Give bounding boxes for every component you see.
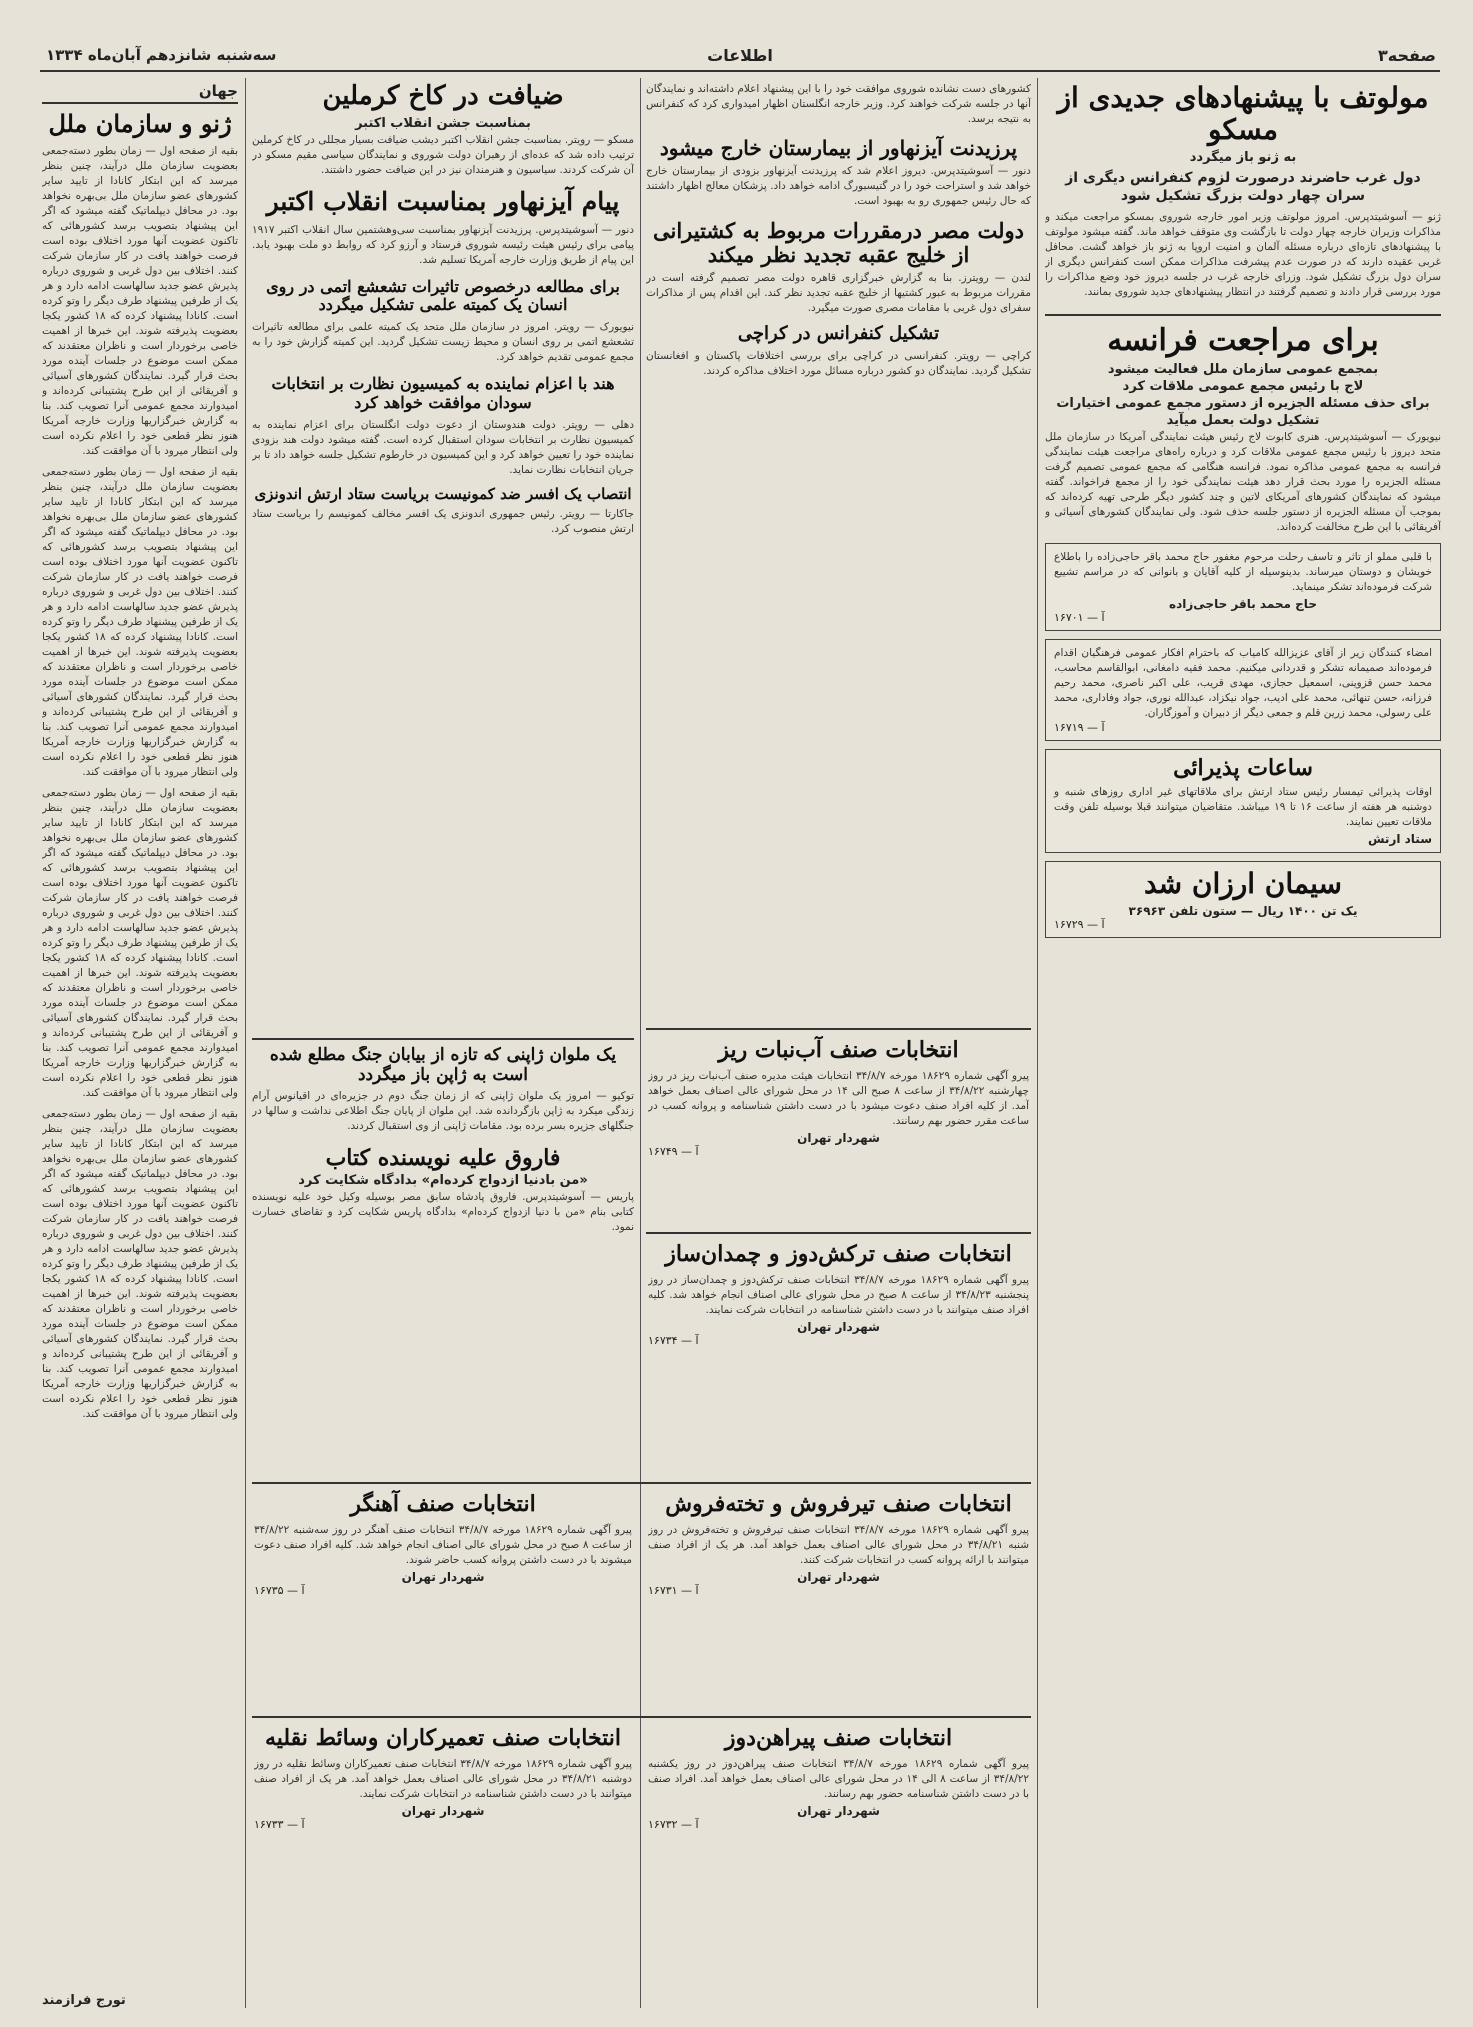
ad-suitcase-title: انتخابات صنف ترکش‌دوز و چمدان‌ساز: [665, 1241, 1012, 1267]
headline-japanese-sailor: یک ملوان ژاپنی که تازه از بیابان جنگ مطلع شده است به ژاپن باز میگردد: [269, 1046, 617, 1085]
ad-vehicle-signature: شهردار تهران: [401, 1804, 485, 1819]
ad-suitcase-signature: شهردار تهران: [797, 1320, 880, 1335]
ad-blacksmith-text: پیرو آگهی شماره ۱۸۶۲۹ مورخه ۳۴/۸/۷ انتخابات صنف آهنگر در روز سه‌شنبه ۳۴/۸/۲۲ از ساعت ۸ صبح در محل شورای عالی اصناف انجام خواهد شد. کلیه افراد صنف دعوت میشوند با در دست داشتن پروانه کسب حاضر شوند.: [254, 1524, 632, 1567]
headline-kremlin: ضیافت در کاخ کرملین: [322, 82, 564, 111]
headline-france-return: برای مراجعت فرانسه: [1045, 314, 1441, 359]
ad-timber-signature: شهردار تهران: [797, 1570, 880, 1585]
article-satellite-states: کشورهای دست نشانده شوروی موافقت خود را با این پیشنهاد اعلام داشته‌اند و نمایندگان آنها در جلسه شرکت خواهند کرد. وزیر خارجه انگلستان اظهار امیدواری کرد که کنفرانس به نتیجه برسد.: [646, 83, 1031, 125]
ad-blacksmith-guild: [254, 1490, 632, 1712]
cement-ad-text: یک تن ۱۴۰۰ ریال — ستون تلفن ۳۶۹۶۳: [1128, 904, 1358, 919]
condolence-code: آ — ۱۶۷۰۱: [1054, 610, 1105, 624]
column-divider: [1037, 78, 1038, 2008]
article-japanese-sailor: توکیو — امروز یک ملوان ژاپنی که از زمان جنگ دوم در جزیره‌ای در اقیانوس آرام زندگی میکرد به ژاپن بازگردانده شد. این ملوان از پایان جنگ اطلاعی نداشت و سالها در جنگلهای جزیره بسر برده بود. مقامات ژاپنی از وی استقبال کردند.: [252, 1090, 634, 1133]
column-two: [252, 82, 634, 1042]
ad-vehicle-title: انتخابات صنف تعمیرکاران وسائط نقلیه: [264, 1725, 622, 1751]
ad-shirt-guild: [648, 1724, 1029, 2009]
condolence-text: با قلبی مملو از تاثر و تاسف رحلت مرحوم مغفور حاج محمد باقر حاجی‌زاده را باطلاع خویشان و دوستان میرساند. بدینوسیله از کلیه آقایان و بانوانی که در مراسم تشییع شرکت فرموده‌اند تشکر مینماید.: [1054, 550, 1432, 593]
headline-farouk: فاروق علیه نویسنده کتاب: [325, 1145, 561, 1172]
column-divider: [245, 78, 246, 2008]
section-divider: [646, 1028, 1031, 1030]
ad-blacksmith-code: آ — ۱۶۷۳۵: [254, 1584, 305, 1598]
section-divider: [252, 1716, 1031, 1718]
gratitude-notice: [1045, 639, 1441, 741]
ad-blacksmith-title: انتخابات صنف آهنگر: [350, 1491, 536, 1517]
visiting-hours-text: اوقات پذیرائی تیمسار رئیس ستاد ارتش برای ملاقاتهای غیر اداری روزهای شنبه و دوشنبه هر هفته از ساعت ۱۶ تا ۱۹ میباشد. متقاضیان میتوانند قبلا بوسیله تلفن وقت ملاقات تعیین نمایند.: [1054, 786, 1432, 828]
headline-geneva-un: ژنو و سازمان ملل: [48, 109, 232, 138]
ad-vehicle-code: آ — ۱۶۷۳۳: [254, 1818, 305, 1832]
ad-timber-guild: [648, 1490, 1029, 1712]
article-france-return: نیویورک — آسوشیتدپرس. هنری کابوت لاج رئیس هیئت نمایندگی آمریکا در سازمان ملل متحد دیروز با رئیس مجمع عمومی ملاقات کرد و درباره راه‌های مراجعت هیئت نمایندگی فرانسه به مجمع عمومی مذاکره نمود. فرانسه هنگامی که مجمع عمومی تصمیم گرفت مسئله الجزیره را مورد بحث قرار دهد هیئت نمایندگی خود را از مجمع فراخواند. گفته میشود که نمایندگان کشورهای آمریکای لاتین و چند کشور دیگر طرحی تهیه کرده‌اند که بموجب آن مسئله الجزیره از دستور جلسه حذف شود. ولی نمایندگان کشورهای آسیائی و آفریقائی با این طرح مخالفت کرده‌اند.: [1045, 430, 1441, 533]
section-divider: [646, 1232, 1031, 1234]
issue-date: سه‌شنبه شانزدهم آبان‌ماه ۱۳۳۴: [46, 46, 277, 64]
ad-timber-code: آ — ۱۶۷۳۱: [648, 1584, 699, 1598]
masthead: [40, 42, 1440, 72]
section-divider: [252, 1482, 1031, 1484]
article-geneva-un-cont: بقیه از صفحه اول — زمان بطور دسته‌جمعی بعضویت سازمان ملل درآیند، چنین بنظر میرسد که این ابتکار کانادا از تایید سایر کشورهای عضو سازمان ملل بی‌بهره نخواهد بود. در محافل دیپلماتیک گفته میشود که اگر این پیشنهاد بتصویب برسد کشورهائی که تاکنون عضویت آنها مورد اختلاف بوده است فرصت خواهند یافت در کار سازمان شرکت کنند. اختلاف بین دول غربی و شوروی درباره پذیرش عضو جدید سالهاست ادامه دارد و هر یک از طرفین پیشنهاد طرف دیگر را وتو کرده است. کانادا پیشنهاد کرده که ۱۸ کشور یکجا بعضویت پذیرفته شوند. این خبرها از اهمیت خاصی برخوردار است و ناظران معتقدند که ممکن است موضوع در جلسات آینده مورد بحث قرار گیرد. نمایندگان کشورهای آسیائی و آفریقائی از این طرح پشتیبانی کرده‌اند و امیدوارند مجمع عمومی آنرا تصویب کند. بنا به گزارش خبرگزاریها وزارت خارجه آمریکا هنوز نظر قطعی خود را اعلام نکرده است ولی انتظار میرود با آن موافقت کند.: [42, 465, 238, 778]
ad-suitcase-text: پیرو آگهی شماره ۱۸۶۲۹ مورخه ۳۴/۸/۷ انتخابات صنف ترکش‌دوز و چمدان‌ساز در روز پنجشنبه ۳۴/۸/۲۳ از ساعت ۸ صبح در محل شورای عالی اصناف انجام خواهد شد. کلیه افراد صنف میتوانند با در دست داشتن شناسنامه در انتخابات شرکت نمایند.: [648, 1274, 1029, 1317]
ad-vehicle-repair-guild: [254, 1724, 632, 2009]
ad-candy-code: آ — ۱۶۷۴۹: [648, 1145, 699, 1159]
ad-vehicle-text: پیرو آگهی شماره ۱۸۶۲۹ مورخه ۳۴/۸/۷ انتخابات صنف تعمیرکاران وسائط نقلیه در روز دوشنبه ۳۴/۸/۲۱ در محل شورای عالی اصناف بعمل خواهد آمد. هر یک از افراد صنف میتوانند با در دست داشتن شناسنامه در انتخابات شرکت نمایند.: [254, 1758, 632, 1801]
ad-shirt-text: پیرو آگهی شماره ۱۸۶۲۹ مورخه ۳۴/۸/۷ انتخابات صنف پیراهن‌دوز در روز یکشنبه ۳۴/۸/۲۲ از ساعت ۸ الی ۱۴ در محل شورای عالی اصناف بعمل خواهد آمد. افراد صنف با در دست داشتن شناسنامه حضور بهم رسانند.: [648, 1758, 1029, 1801]
ad-candy-title: انتخابات صنف آب‌نبات ریز: [718, 1037, 959, 1063]
article-geneva-un-cont2: بقیه از صفحه اول — زمان بطور دسته‌جمعی بعضویت سازمان ملل درآیند، چنین بنظر میرسد که این ابتکار کانادا از تایید سایر کشورهای عضو سازمان ملل بی‌بهره نخواهد بود. در محافل دیپلماتیک گفته میشود که اگر این پیشنهاد بتصویب برسد کشورهائی که تاکنون عضویت آنها مورد اختلاف بوده است فرصت خواهند یافت در کار سازمان شرکت کنند. اختلاف بین دول غربی و شوروی درباره پذیرش عضو جدید سالهاست ادامه دارد و هر یک از طرفین پیشنهاد طرف دیگر را وتو کرده است. کانادا پیشنهاد کرده که ۱۸ کشور یکجا بعضویت پذیرفته شوند. این خبرها از اهمیت خاصی برخوردار است و ناظران معتقدند که ممکن است موضوع در جلسات آینده مورد بحث قرار گیرد. نمایندگان کشورهای آسیائی و آفریقائی از این طرح پشتیبانی کرده‌اند و امیدوارند مجمع عمومی آنرا تصویب کند. بنا به گزارش خبرگزاریها وزارت خارجه آمریکا هنوز نظر قطعی خود را اعلام نکرده است ولی انتظار میرود با آن موافقت کند.: [42, 786, 238, 1099]
article-karachi: کراچی — رویتر. کنفرانسی در کراچی برای بررسی اختلافات پاکستان و افغانستان تشکیل گردید. نمایندگان دو کشور درباره مسائل مورد اختلاف مذاکره کردند.: [646, 349, 1031, 377]
article-india-sudan: دهلی — رویتر. دولت هندوستان از دعوت دولت انگلستان برای اعزام نماینده به کمیسیون نظارت بر انتخابات سودان استقبال کرده است. گفته میشود دولت هند بزودی نماینده خود را تعیین خواهد کرد و این کمیسیون در خارطوم تشکیل جلسه خواهد داد تا بر جریان انتخابات نظارت نماید.: [252, 419, 634, 477]
section-divider: [252, 1038, 634, 1040]
subhead-molotov-2: دول غرب حاضرند درصورت لزوم کنفرانس دیگری از سران چهار دولت بزرگ تشکیل شود: [1065, 170, 1421, 205]
byline: تورج فرازمند: [42, 1993, 126, 2008]
headline-indonesia: انتصاب یک افسر ضد کمونیست بریاست ستاد ارتش اندونزی: [254, 485, 632, 504]
cement-ad: [1045, 861, 1441, 938]
article-egypt-aqaba: لندن — رویترز. بنا به گزارش خبرگزاری قاهره دولت مصر تصمیم گرفته است در مقررات مربوط به عبور کشتیها از خلیج عقبه تجدید نظر کند. این اقدام پس از مذاکرات سفرای دول غربی با مقامات مصری صورت میگیرد.: [646, 272, 1031, 315]
article-eisenhower-message: دنور — آسوشیتدپرس. پرزیدنت آیزنهاور بمناسبت سی‌وهشتمین سال انقلاب اکتبر ۱۹۱۷ پیامی برای رئیس هیئت رئیسه شوروی فرستاد و آرزو کرد که روابط دو ملت بهبود یابد. این پیام از طریق وزارت خارجه آمریکا تسلیم شد.: [252, 223, 634, 266]
ad-shirt-signature: شهردار تهران: [797, 1804, 880, 1819]
headline-india-sudan: هند با اعزام نماینده به کمیسیون نظارت بر انتخابات سودان موافقت خواهد کرد: [271, 374, 615, 412]
ad-timber-text: پیرو آگهی شماره ۱۸۶۲۹ مورخه ۳۴/۸/۷ انتخابات صنف تیرفروش و تخته‌فروش در روز شنبه ۳۴/۸/۲۱ در محل شورای عالی اصناف بعمل خواهد آمد. هر یک از افراد صنف میتوانند با ارائه پروانه کسب در انتخابات شرکت کنند.: [648, 1524, 1029, 1567]
headline-egypt-aqaba: دولت مصر درمقررات مربوط به کشتیرانی از خلیج عقبه تجدید نظر میکند: [652, 218, 1025, 268]
ad-suitcase-code: آ — ۱۶۷۳۴: [648, 1334, 699, 1348]
column-two-lower: [252, 1046, 634, 1476]
page-number: صفحه۳: [1378, 46, 1436, 65]
gratitude-text: امضاء کنندگان زیر از آقای عزیزالله کامیاب که باحترام افکار عمومی فرهنگیان اقدام فرموده‌اند صمیمانه تشکر و قدردانی میکنیم. محمد فقیه دامغانی، ابوالقاسم محاسب، محمد حسن قزوینی، اسمعیل حجازی، مهدی قریب، علی اکبر ناصری، محمد رحیم فرزانه، حسن تنهائی، محمد علی ادیب، جواد نیکزاد، عبدالله نوری، جواد وفاداری، محمد علی رسولی، محمد زرین قلم و جمعی دیگر از دبیران و آموزگاران.: [1054, 646, 1432, 719]
paper-name: اطلاعات: [707, 46, 773, 65]
article-geneva-un-cont3: بقیه از صفحه اول — زمان بطور دسته‌جمعی بعضویت سازمان ملل درآیند، چنین بنظر میرسد که این ابتکار کانادا از تایید سایر کشورهای عضو سازمان ملل بی‌بهره نخواهد بود. در محافل دیپلماتیک گفته میشود که اگر این پیشنهاد بتصویب برسد کشورهائی که تاکنون عضویت آنها مورد اختلاف بوده است فرصت خواهند یافت در کار سازمان شرکت کنند. اختلاف بین دول غربی و شوروی درباره پذیرش عضو جدید سالهاست ادامه دارد و هر یک از طرفین پیشنهاد طرف دیگر را وتو کرده است. کانادا پیشنهاد کرده که ۱۸ کشور یکجا بعضویت پذیرفته شوند. این خبرها از اهمیت خاصی برخوردار است و ناظران معتقدند که ممکن است موضوع در جلسات آینده مورد بحث قرار گیرد. نمایندگان کشورهای آسیائی و آفریقائی از این طرح پشتیبانی کرده‌اند و امیدوارند مجمع عمومی آنرا تصویب کند. بنا به گزارش خبرگزاریها وزارت خارجه آمریکا هنوز نظر قطعی خود را اعلام نکرده است ولی انتظار میرود با آن موافقت کند.: [42, 1107, 238, 1420]
ad-candy-guild: [648, 1036, 1029, 1228]
headline-molotov: مولوتف با پیشنهادهای جدیدی از مسکو: [1057, 82, 1429, 147]
section-label: جهان: [42, 82, 238, 104]
subhead-molotov: به ژنو باز میگردد: [1189, 150, 1297, 166]
condolence-notice: [1045, 543, 1441, 631]
headline-karachi: تشکیل کنفرانس در کراچی: [737, 323, 940, 345]
cement-ad-title: سیمان ارزان شد: [1143, 867, 1342, 900]
ad-timber-title: انتخابات صنف تیرفروش و تخته‌فروش: [665, 1491, 1012, 1517]
column-three: [646, 82, 1031, 1042]
column-divider: [640, 78, 641, 2008]
visiting-hours-signature: ستاد ارتش: [1367, 832, 1432, 846]
subhead-france-1: بمجمع عمومی سازمان ملل فعالیت میشود: [1107, 362, 1379, 378]
condolence-signature: حاج محمد باقر حاجی‌زاده: [1169, 596, 1317, 611]
gratitude-code: آ — ۱۶۷۱۹: [1054, 720, 1105, 734]
subhead-france-3: برای حذف مسئله الجزیره از دستور مجمع عمومی اختیارات تشکیل دولت بعمل میآید: [1056, 395, 1430, 428]
article-atomic-radiation: نیویورک — رویتر. امروز در سازمان ملل متحد یک کمیته علمی برای مطالعه تاثیرات تشعشع اتمی بر روی انسان و محیط زیست تشکیل گردید. این کمیته گزارش خود را به مجمع عمومی تقدیم خواهد کرد.: [252, 321, 634, 364]
ad-shirt-title: انتخابات صنف پیراهن‌دوز: [724, 1725, 953, 1751]
subhead-kremlin: بمناسبت جشن انقلاب اکتبر: [355, 115, 531, 131]
article-kremlin: مسکو — رویتر. بمناسبت جشن انقلاب اکتبر دیشب ضیافت بسیار مجللی در کاخ کرملین ترتیب داده شد که عده‌ای از رهبران دولت شوروی و نمایندگان سیاسی مقیم مسکو در آن شرکت کردند. سیاسیون و هنرمندان نیز در این ضیافت حضور داشتند.: [252, 133, 634, 176]
article-indonesia: جاکارتا — رویتر. رئیس جمهوری اندونزی یک افسر مخالف کمونیسم را بریاست ستاد ارتش منصوب کرد.: [252, 508, 634, 536]
column-four: [1045, 82, 1441, 2012]
subhead-farouk: «من بادنیا ازدواج کرده‌ام» بدادگاه شکایت کرد: [298, 1173, 588, 1189]
ad-shirt-code: آ — ۱۶۷۳۲: [648, 1818, 699, 1832]
article-geneva-un: بقیه از صفحه اول — زمان بطور دسته‌جمعی بعضویت سازمان ملل درآیند، چنین بنظر میرسد که این ابتکار کانادا از تایید سایر کشورهای عضو سازمان ملل بی‌بهره نخواهد بود. در محافل دیپلماتیک گفته میشود که اگر این پیشنهاد بتصویب برسد کشورهائی که تاکنون عضویت آنها مورد اختلاف بوده است فرصت خواهند یافت در کار سازمان شرکت کنند. اختلاف بین دول غربی و شوروی درباره پذیرش عضو جدید سالهاست ادامه دارد و هر یک از طرفین پیشنهاد طرف دیگر را وتو کرده است. کانادا پیشنهاد کرده که ۱۸ کشور یکجا بعضویت پذیرفته شوند. این خبرها از اهمیت خاصی برخوردار است و ناظران معتقدند که ممکن است موضوع در جلسات آینده مورد بحث قرار گیرد. نمایندگان کشورهای آسیائی و آفریقائی از این طرح پشتیبانی کرده‌اند و امیدوارند مجمع عمومی آنرا تصویب کند. بنا به گزارش خبرگزاریها وزارت خارجه آمریکا هنوز نظر قطعی خود را اعلام نکرده است ولی انتظار میرود با آن موافقت کند.: [42, 144, 238, 457]
visiting-hours-notice: [1045, 749, 1441, 853]
ad-suitcase-guild: [648, 1240, 1029, 1478]
article-eisenhower-hospital: دنور — آسوشیتدپرس. دیروز اعلام شد که پرزیدنت آیزنهاور بزودی از بیمارستان خارج خواهد شد و استراحت خود را در گتیسبورگ ادامه خواهد داد. پزشکان معالج اظهار داشتند که حال رئیس جمهوری رو به بهبود است.: [646, 165, 1031, 207]
visiting-hours-title: ساعات پذیرائی: [1173, 754, 1313, 781]
headline-eisenhower-message: پیام آیزنهاور بمناسبت انقلاب اکتبر: [266, 186, 620, 216]
headline-atomic-radiation: برای مطالعه درخصوص تاثیرات تشعشع اتمی در روی انسان یک کمیته علمی تشکیل میگردد: [266, 276, 620, 314]
headline-eisenhower-hospital: پرزیدنت آیزنهاور از بیمارستان خارج میشود: [659, 136, 1018, 160]
cement-ad-code: آ — ۱۶۷۲۹: [1054, 918, 1105, 932]
ad-blacksmith-signature: شهردار تهران: [401, 1570, 485, 1585]
ad-candy-text: پیرو آگهی شماره ۱۸۶۲۹ مورخه ۳۴/۸/۷ انتخابات هیئت مدیره صنف آب‌نبات ریز در روز چهارشنبه ۳۴/۸/۲۲ از ساعت ۸ صبح الی ۱۴ در محل شورای عالی اصناف بعمل خواهد آمد. از کلیه افراد صنف دعوت میشود با در دست داشتن شناسنامه و پروانه کسب در ساعت مقرر حضور بهم رسانند.: [648, 1070, 1029, 1128]
subhead-france-2: لاج با رئیس مجمع عمومی ملاقات کرد: [1122, 379, 1364, 395]
ad-candy-signature: شهردار تهران: [797, 1131, 880, 1146]
article-farouk: پاریس — آسوشیتدپرس. فاروق پادشاه سابق مصر بوسیله وکیل خود علیه نویسنده کتابی بنام «من با دنیا ازدواج کرده‌ام» بدادگاه پاریس شکایت کرد و تقاضای خسارت نمود.: [252, 1191, 634, 1234]
article-molotov: ژنو — آسوشیتدپرس. امروز مولوتف وزیر امور خارجه شوروی بمسکو مراجعت میکند و مذاکرات وزیران خارجه چهار دولت تا بازگشت وی متوقف خواهد ماند. گفته میشود مولوتف با پیشنهادهای تازه‌ای درباره مسئله آلمان و امنیت اروپا به ژنو باز خواهد گشت. محافل غربی عقیده دارند که در صورت عدم پیشرفت مذاکرات ممکن است کنفرانس دیگری از سران دول بزرگ تشکیل شود. وزرای خارجه غرب در جلسه دیروز خود وضع مذاکرات را مورد بررسی قرار دادند و تصمیم گرفتند در انتظار پیشنهادهای جدید شوروی بمانند.: [1045, 210, 1441, 298]
column-world: [42, 82, 238, 2012]
